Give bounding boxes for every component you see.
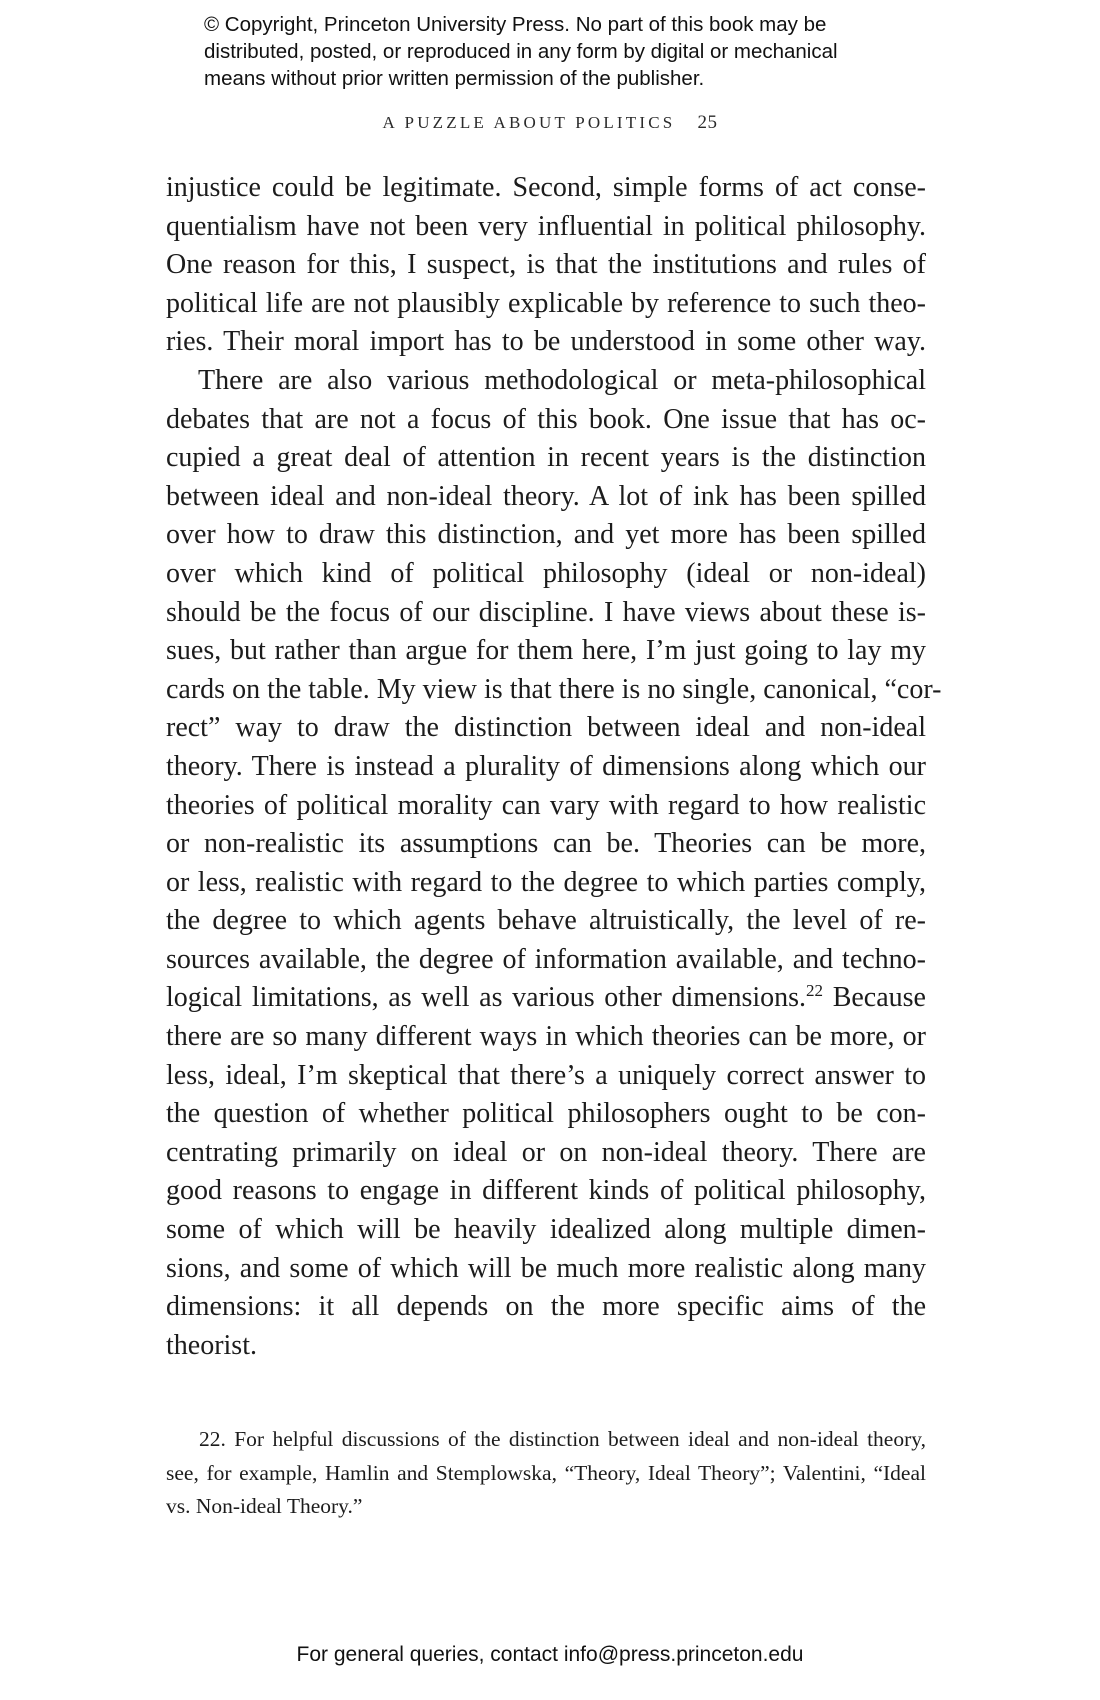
text-line: less, ideal, I’m skeptical that there’s a uniquely correct answer to — [166, 1059, 926, 1091]
text-line: theory. There is instead a plurality of dimensions along which our — [166, 750, 926, 782]
text-line: cupied a great deal of attention in recent years is the distinction — [166, 442, 926, 474]
text-line: there are so many different ways in which theories can be more, or — [166, 1021, 926, 1053]
text-line: or less, realistic with regard to the degree to which parties comply, — [166, 866, 926, 898]
text-line: or non-realistic its assumptions can be. Theories can be more, — [166, 828, 926, 860]
text-line: rect” way to draw the distinction between ideal and non-ideal — [166, 712, 926, 744]
footer-contact: For general queries, contact info@press.princeton.edu — [296, 1643, 804, 1666]
running-head-title: A PUZZLE ABOUT POLITICS — [382, 113, 676, 132]
footnote-line: see, for example, Hamlin and Stemplowska, “Theory, Ideal Theory”; Valentini, “Ideal — [166, 1460, 926, 1485]
text-line: quentialism have not been very influential in political philosophy. — [166, 210, 926, 242]
running-head — [0, 112, 1100, 134]
text-line: over which kind of political philosophy (ideal or non-ideal) — [166, 557, 926, 589]
text-line: political life are not plausibly explicable by reference to such theo- — [166, 287, 926, 319]
text-line: debates that are not a focus of this book. One issue that has oc- — [166, 403, 926, 435]
text-line: should be the focus of our discipline. I have views about these is- — [166, 596, 926, 628]
copyright-line: © Copyright, Princeton University Press. No part of this book may be — [204, 13, 827, 36]
copyright-line: means without prior written permission of the publisher. — [204, 67, 705, 90]
footnote — [166, 1423, 926, 1524]
text-line: injustice could be legitimate. Second, simple forms of act conse- — [166, 172, 926, 203]
text-line: theorist. — [166, 1329, 257, 1361]
copyright-notice — [204, 11, 924, 92]
text-line: sues, but rather than argue for them here, I’m just going to lay my — [166, 635, 926, 667]
text-line: between ideal and non-ideal theory. A lot of ink has been spilled — [166, 480, 926, 512]
text-line: the question of whether political philosophers ought to be con- — [166, 1098, 926, 1130]
footnote-line: 22. For helpful discussions of the distinction between ideal and non-ideal theory, — [199, 1427, 926, 1451]
text-line: centrating primarily on ideal or on non-ideal theory. There are — [166, 1136, 926, 1168]
text-line: One reason for this, I suspect, is that the institutions and rules of — [166, 249, 926, 281]
text-line: sions, and some of which will be much more realistic along many — [166, 1252, 926, 1284]
text-line: sources available, the degree of information available, and techno- — [166, 943, 926, 975]
text-line: ries. Their moral import has to be understood in some other way. — [166, 326, 926, 358]
text-line-with-footnote — [166, 979, 926, 1018]
copyright-line: distributed, posted, or reproduced in any form by digital or mechanical — [204, 40, 838, 63]
text-line: the degree to which agents behave altruistically, the level of re- — [166, 905, 926, 937]
text-line: good reasons to engage in different kinds of political philosophy, — [166, 1175, 926, 1207]
body-text — [166, 169, 942, 1365]
text-segment: logical limitations, as well as various other dimensions. — [166, 982, 807, 1014]
text-line: cards on the table. My view is that there is no single, canonical, “cor- — [166, 673, 942, 705]
text-line: There are also various methodological or meta-philosophical — [198, 364, 926, 396]
text-line: over how to draw this distinction, and yet more has been spilled — [166, 519, 926, 551]
text-line: some of which will be heavily idealized along multiple dimen- — [166, 1214, 926, 1246]
text-segment: Because — [823, 982, 926, 1014]
footnote-line: vs. Non-ideal Theory.” — [166, 1494, 363, 1518]
page-number: 25 — [697, 112, 718, 133]
text-line: dimensions: it all depends on the more specific aims of the — [166, 1291, 926, 1323]
footnote-reference[interactable]: 22 — [806, 981, 824, 1001]
text-line: theories of political morality can vary with regard to how realistic — [166, 789, 926, 821]
